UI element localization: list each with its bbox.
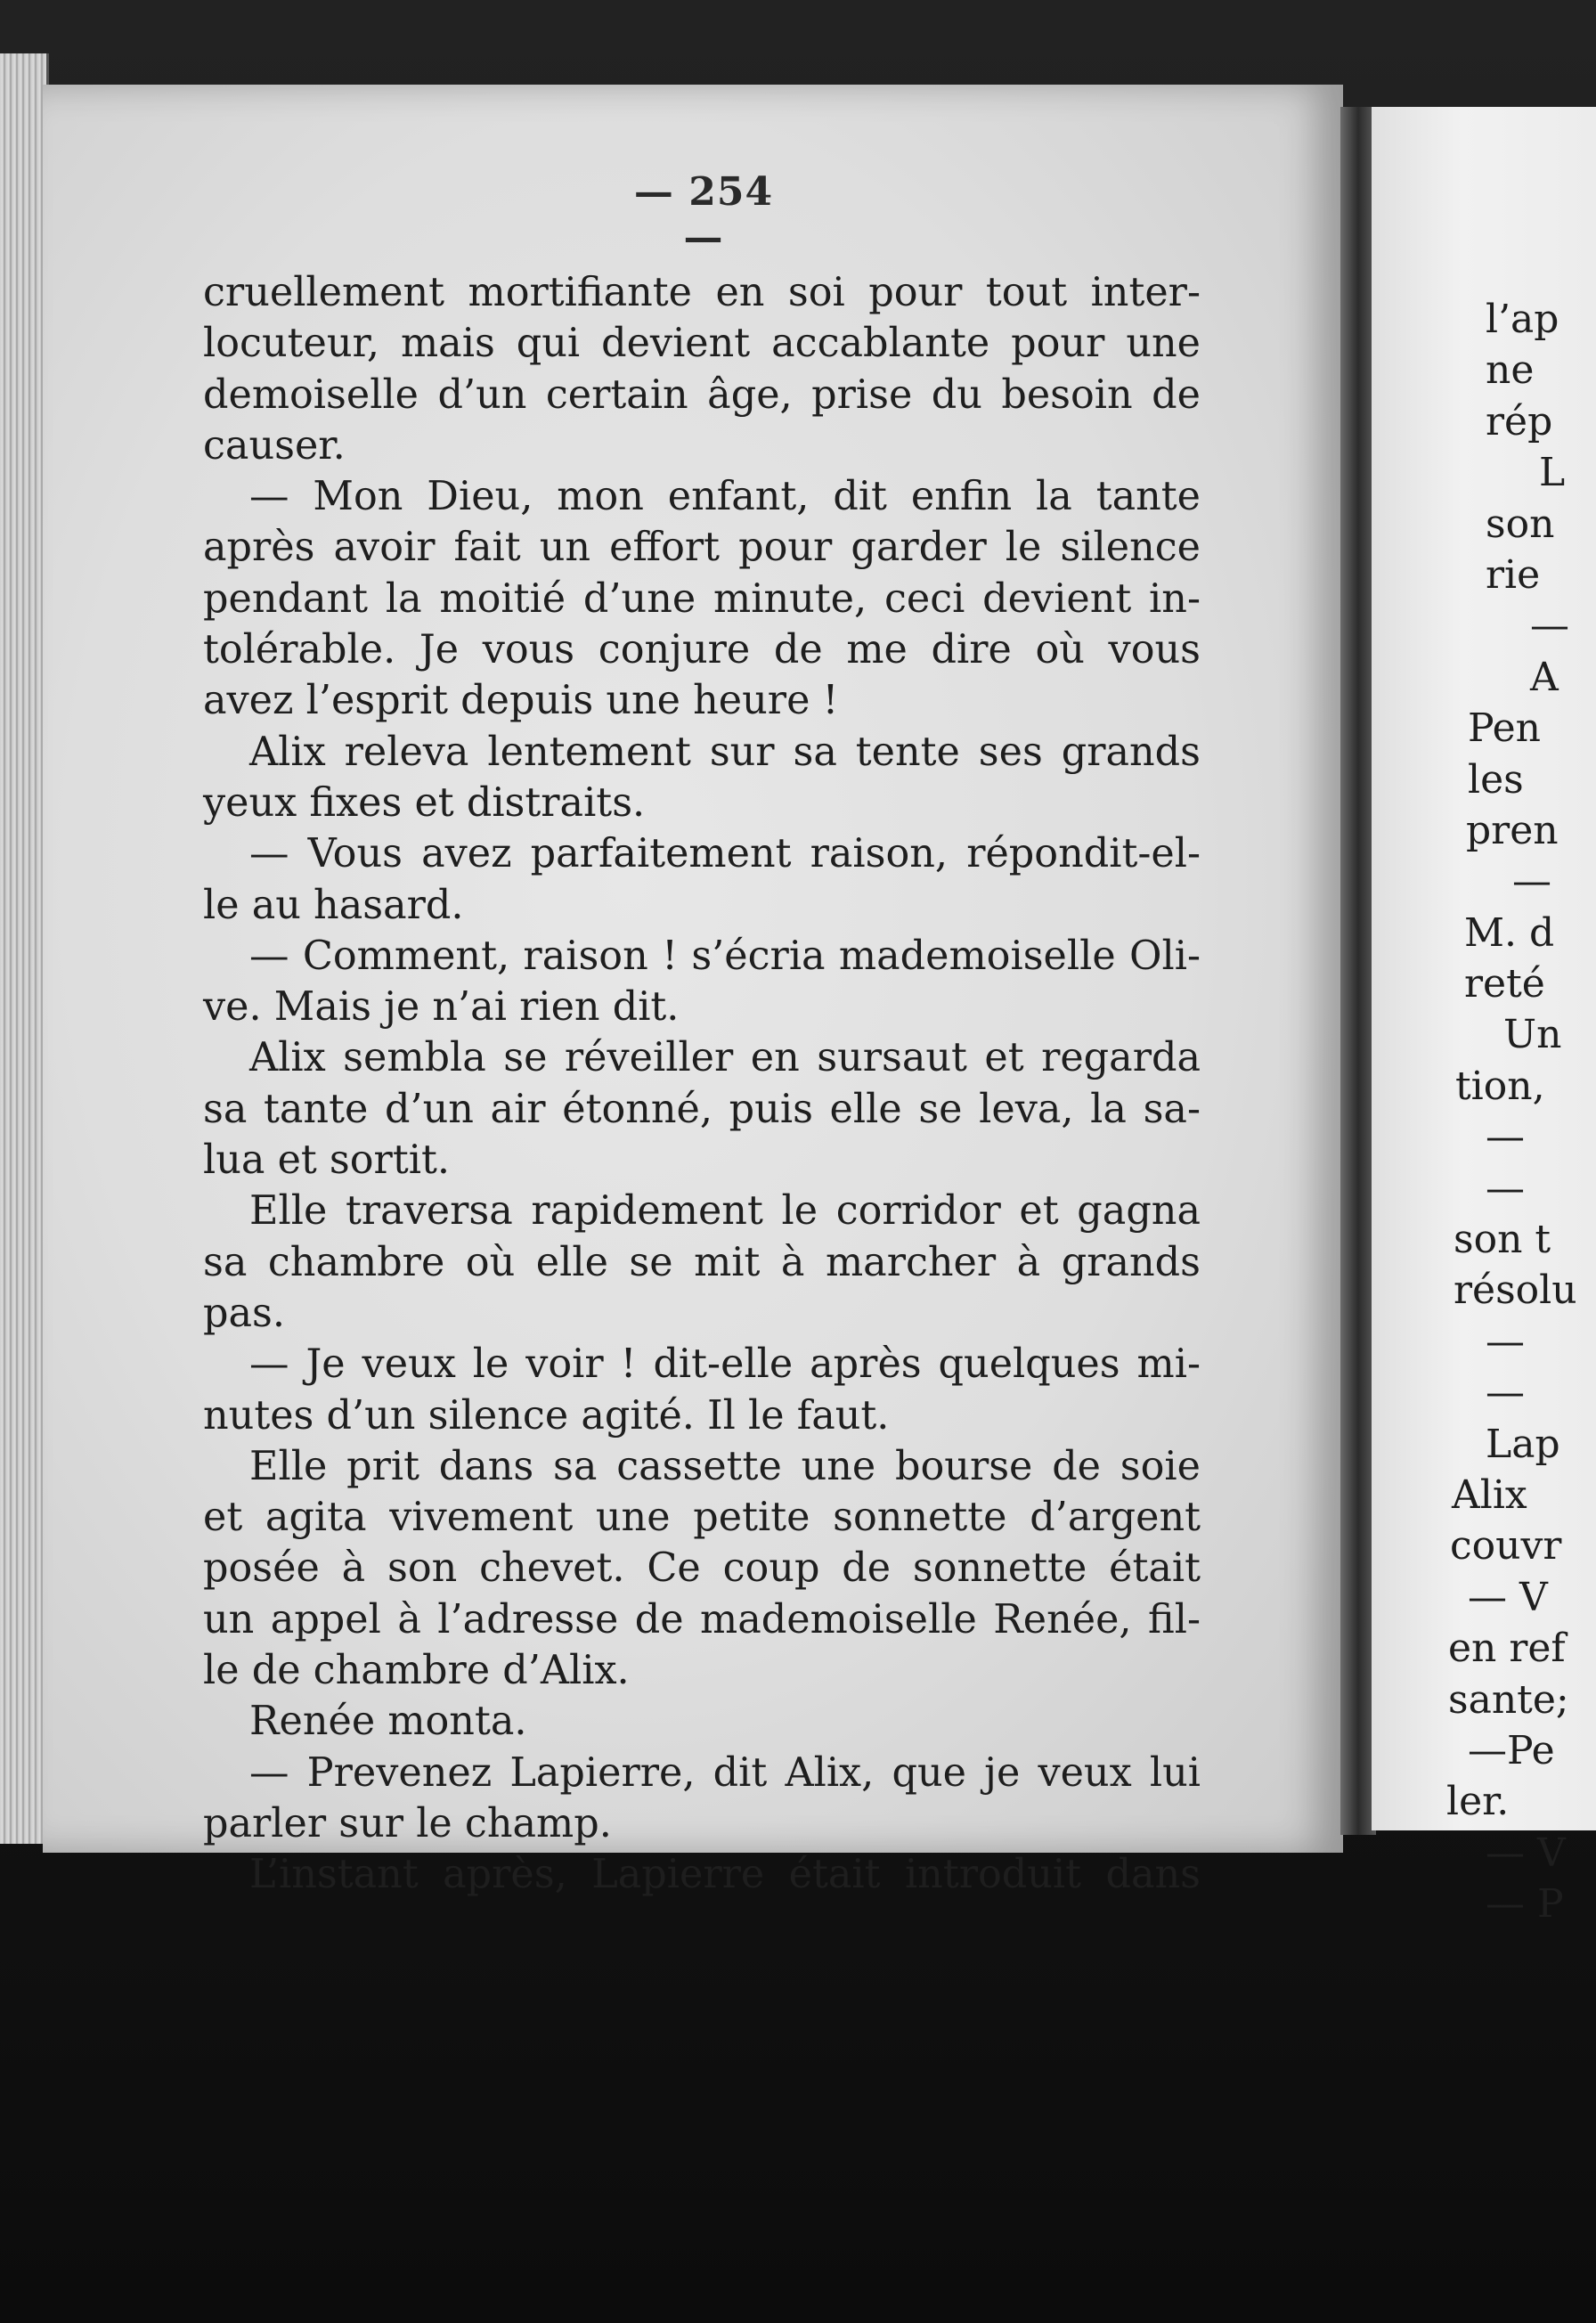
- facing-text-line: —Pe: [1468, 1727, 1555, 1773]
- facing-text-line: son t: [1454, 1217, 1551, 1263]
- page-body-text: [203, 267, 1201, 1901]
- facing-text-line: M. d: [1464, 909, 1555, 956]
- facing-text-line: rie: [1486, 551, 1541, 598]
- text-line: Alix sembla se réveiller en sursaut et regarda: [249, 1035, 1201, 1081]
- text-line: Alix releva lentement sur sa tente ses grands: [249, 729, 1201, 775]
- facing-text-line: couvr: [1450, 1523, 1562, 1569]
- text-line: Renée monta.: [249, 1699, 527, 1745]
- text-line: — Je veux le voir ! dit-elle après quelques mi-: [249, 1341, 1201, 1388]
- facing-text-line: Pen: [1468, 705, 1542, 752]
- facing-text-line: reté: [1464, 961, 1545, 1007]
- facing-text-line: — V: [1468, 1574, 1548, 1620]
- text-line: pas.: [203, 1290, 285, 1336]
- text-line: un appel à l’adresse de mademoiselle Renée, fil-: [203, 1596, 1201, 1642]
- text-line: parler sur le champ.: [203, 1800, 612, 1846]
- facing-text-line: — P: [1486, 1881, 1564, 1928]
- book-gutter: [1340, 107, 1376, 1835]
- facing-text-line: A: [1530, 654, 1559, 700]
- facing-text-line: —: [1486, 1114, 1525, 1161]
- facing-text-line: son: [1486, 501, 1555, 547]
- text-line: nutes d’un silence agité. Il le faut.: [203, 1392, 890, 1439]
- text-line: Elle prit dans sa cassette une bourse de soie: [249, 1443, 1201, 1489]
- facing-text-line: Un: [1503, 1012, 1562, 1058]
- text-line: — Comment, raison ! s’écria mademoiselle Oli-: [249, 933, 1201, 979]
- text-line: ve. Mais je n’ai rien dit.: [203, 984, 680, 1031]
- facing-text-line: L: [1539, 450, 1566, 496]
- text-line: tolérable. Je vous conjure de me dire où vous: [203, 627, 1201, 673]
- facing-text-line: —: [1486, 1370, 1525, 1416]
- facing-text-line: les: [1468, 756, 1524, 803]
- text-line: et agita vivement une petite sonnette d’argent: [203, 1495, 1201, 1541]
- text-line: locuteur, mais qui devient accablante pour une: [203, 321, 1201, 367]
- text-line: lua et sortit.: [203, 1137, 450, 1184]
- text-line: cruellement mortifiante en soi pour tout inter-: [203, 270, 1201, 315]
- text-line: — Prevenez Lapierre, dit Alix, que je veux lui: [249, 1749, 1201, 1796]
- text-line: pendant la moitié d’une minute, ceci devient in-: [203, 575, 1201, 622]
- facing-page-text: [1446, 294, 1596, 1930]
- facing-text-line: — V: [1486, 1830, 1566, 1876]
- facing-text-line: sante;: [1448, 1676, 1569, 1723]
- facing-text-line: résolu: [1454, 1267, 1577, 1314]
- facing-text-line: —: [1486, 1165, 1525, 1211]
- facing-text-line: Alix: [1452, 1471, 1527, 1518]
- facing-text-line: tion,: [1455, 1063, 1545, 1109]
- text-line: posée à son chevet. Ce coup de sonnette était: [203, 1545, 1201, 1592]
- facing-text-line: en ref: [1448, 1626, 1566, 1672]
- text-line: — Vous avez parfaitement raison, répondit-el-: [249, 831, 1201, 877]
- text-line: — Mon Dieu, mon enfant, dit enfin la tante: [249, 474, 1201, 520]
- page-edge-stack: [0, 53, 49, 1844]
- text-line: L’instant après, Lapierre était introduit dans: [249, 1852, 1201, 1898]
- text-line: le au hasard.: [203, 882, 464, 928]
- page-number: — 254 —: [633, 169, 774, 260]
- facing-text-line: ne: [1486, 347, 1535, 394]
- text-line: sa tante d’un air étonné, puis elle se leva, la sa-: [203, 1086, 1201, 1132]
- text-line: causer.: [203, 422, 346, 469]
- facing-text-line: —: [1530, 603, 1569, 649]
- text-line: sa chambre où elle se mit à marcher à grands: [203, 1239, 1201, 1285]
- facing-text-line: Lap: [1486, 1421, 1560, 1467]
- facing-text-line: rép: [1486, 398, 1553, 444]
- text-line: yeux fixes et distraits.: [203, 779, 646, 826]
- facing-text-line: —: [1512, 859, 1551, 905]
- text-line: demoiselle d’un certain âge, prise du besoin de: [203, 371, 1201, 418]
- text-line: après avoir fait un effort pour garder le silence: [203, 525, 1201, 571]
- facing-text-line: —: [1486, 1318, 1525, 1365]
- text-line: le de chambre d’Alix.: [203, 1648, 630, 1694]
- facing-text-line: l’ap: [1486, 297, 1559, 342]
- facing-text-line: pren: [1466, 807, 1559, 853]
- text-line: Elle traversa rapidement le corridor et gagna: [249, 1188, 1201, 1235]
- text-line: avez l’esprit depuis une heure !: [203, 678, 839, 724]
- facing-text-line: ler.: [1446, 1779, 1510, 1825]
